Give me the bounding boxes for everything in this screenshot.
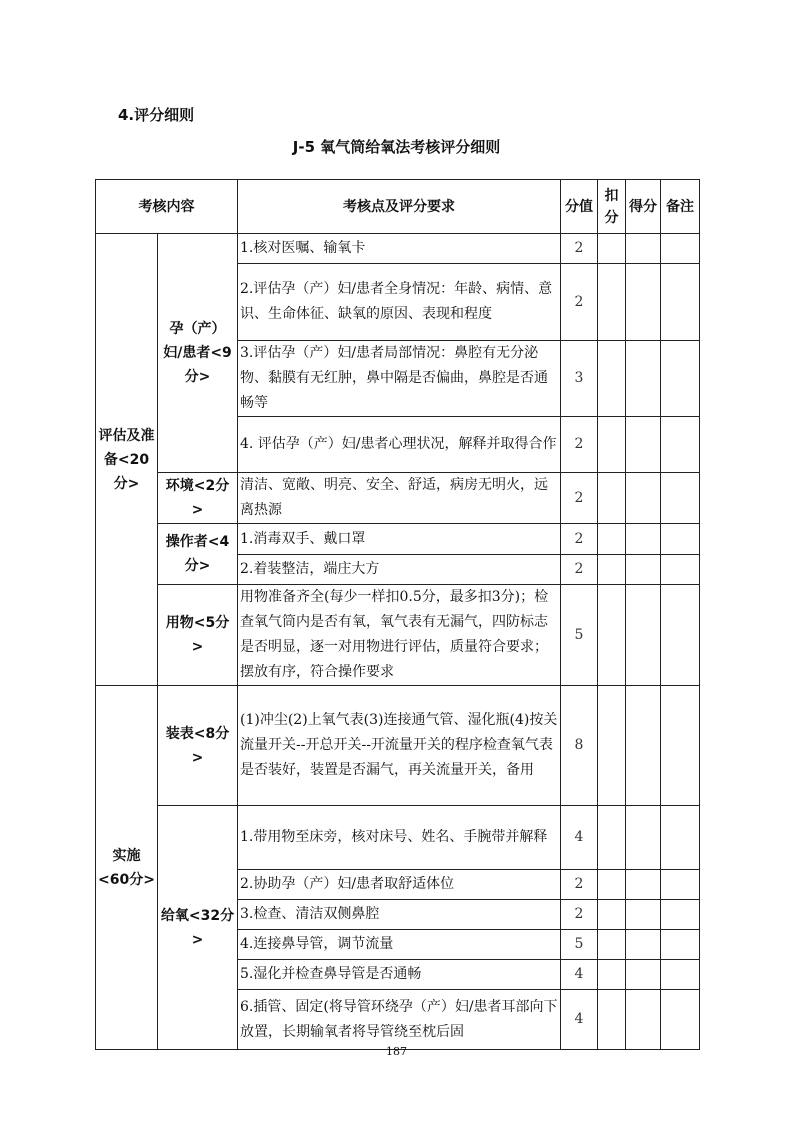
table-row bbox=[96, 585, 700, 686]
table-body bbox=[96, 234, 700, 1050]
value-cell: 5 bbox=[561, 930, 598, 960]
section-heading: 4.评分细则 bbox=[118, 106, 195, 124]
subgroup-cell: 环境<2分> bbox=[158, 473, 238, 524]
deduct-cell[interactable] bbox=[598, 417, 626, 473]
value-cell: 4 bbox=[561, 806, 598, 870]
header-content: 考核内容 bbox=[96, 180, 238, 234]
note-cell[interactable] bbox=[661, 900, 700, 930]
value-cell: 2 bbox=[561, 264, 598, 341]
score-cell[interactable] bbox=[626, 960, 661, 990]
note-cell[interactable] bbox=[661, 234, 700, 264]
note-cell[interactable] bbox=[661, 264, 700, 341]
note-cell[interactable] bbox=[661, 524, 700, 555]
score-cell[interactable] bbox=[626, 686, 661, 806]
deduct-cell[interactable] bbox=[598, 870, 626, 900]
deduct-cell[interactable] bbox=[598, 524, 626, 555]
table-row bbox=[96, 524, 700, 555]
score-cell[interactable] bbox=[626, 806, 661, 870]
value-cell: 3 bbox=[561, 341, 598, 417]
score-cell[interactable] bbox=[626, 264, 661, 341]
score-cell[interactable] bbox=[626, 473, 661, 524]
score-cell[interactable] bbox=[626, 870, 661, 900]
value-cell: 8 bbox=[561, 686, 598, 806]
criteria-cell: 清洁、宽敞、明亮、安全、舒适，病房无明火，远离热源 bbox=[238, 473, 561, 524]
criteria-cell: 5.湿化并检查鼻导管是否通畅 bbox=[238, 960, 561, 990]
value-cell: 4 bbox=[561, 960, 598, 990]
value-cell: 5 bbox=[561, 585, 598, 686]
value-cell: 2 bbox=[561, 870, 598, 900]
score-cell[interactable] bbox=[626, 900, 661, 930]
deduct-cell[interactable] bbox=[598, 960, 626, 990]
criteria-cell: 6.插管、固定(将导管环绕孕（产）妇/患者耳部向下放置，长期输氧者将导管绕至枕后固 bbox=[238, 990, 561, 1050]
value-cell: 2 bbox=[561, 900, 598, 930]
deduct-cell[interactable] bbox=[598, 473, 626, 524]
note-cell[interactable] bbox=[661, 960, 700, 990]
note-cell[interactable] bbox=[661, 686, 700, 806]
deduct-cell[interactable] bbox=[598, 900, 626, 930]
score-cell[interactable] bbox=[626, 585, 661, 686]
note-cell[interactable] bbox=[661, 585, 700, 686]
scoring-table bbox=[95, 179, 700, 1050]
subgroup-cell: 孕（产）妇/患者<9分> bbox=[158, 234, 238, 473]
value-cell: 2 bbox=[561, 417, 598, 473]
deduct-cell[interactable] bbox=[598, 990, 626, 1050]
subgroup-cell: 操作者<4分> bbox=[158, 524, 238, 585]
subgroup-cell: 用物<5分> bbox=[158, 585, 238, 686]
criteria-cell: 1.带用物至床旁，核对床号、姓名、手腕带并解释 bbox=[238, 806, 561, 870]
table-row bbox=[96, 806, 700, 870]
header-value: 分值 bbox=[561, 180, 598, 234]
criteria-cell: 2.评估孕（产）妇/患者全身情况：年龄、病情、意识、生命体征、缺氧的原因、表现和程度 bbox=[238, 264, 561, 341]
deduct-cell[interactable] bbox=[598, 234, 626, 264]
score-cell[interactable] bbox=[626, 417, 661, 473]
criteria-cell: 4.连接鼻导管，调节流量 bbox=[238, 930, 561, 960]
score-cell[interactable] bbox=[626, 524, 661, 555]
scoring-table-container bbox=[95, 179, 699, 1040]
header-score: 得分 bbox=[626, 180, 661, 234]
score-cell[interactable] bbox=[626, 234, 661, 264]
header-deduct: 扣分 bbox=[598, 180, 626, 234]
criteria-cell: 3.评估孕（产）妇/患者局部情况：鼻腔有无分泌物、黏膜有无红肿，鼻中隔是否偏曲，鼻腔是否通畅等 bbox=[238, 341, 561, 417]
criteria-cell: 2.着装整洁，端庄大方 bbox=[238, 555, 561, 585]
table-row bbox=[96, 234, 700, 264]
note-cell[interactable] bbox=[661, 870, 700, 900]
subgroup-cell: 给氧<32分> bbox=[158, 806, 238, 1050]
note-cell[interactable] bbox=[661, 473, 700, 524]
table-title: J-5 氧气筒给氧法考核评分细则 bbox=[292, 138, 501, 156]
header-note: 备注 bbox=[661, 180, 700, 234]
deduct-cell[interactable] bbox=[598, 686, 626, 806]
deduct-cell[interactable] bbox=[598, 806, 626, 870]
criteria-cell: 3.检查、清洁双侧鼻腔 bbox=[238, 900, 561, 930]
criteria-cell: 1.消毒双手、戴口罩 bbox=[238, 524, 561, 555]
deduct-cell[interactable] bbox=[598, 341, 626, 417]
criteria-cell: 1.核对医嘱、输氧卡 bbox=[238, 234, 561, 264]
value-cell: 4 bbox=[561, 990, 598, 1050]
value-cell: 2 bbox=[561, 234, 598, 264]
criteria-cell: 2.协助孕（产）妇/患者取舒适体位 bbox=[238, 870, 561, 900]
header-points: 考核点及评分要求 bbox=[238, 180, 561, 234]
table-row bbox=[96, 473, 700, 524]
page-number: 187 bbox=[386, 1045, 407, 1058]
score-cell[interactable] bbox=[626, 341, 661, 417]
note-cell[interactable] bbox=[661, 806, 700, 870]
value-cell: 2 bbox=[561, 555, 598, 585]
criteria-cell: 用物准备齐全(每少一样扣0.5分，最多扣3分)；检查氧气筒内是否有氧，氧气表有无漏气，四防标志是否明显，逐一对用物进行评估，质量符合要求；摆放有序，符合操作要求 bbox=[238, 585, 561, 686]
note-cell[interactable] bbox=[661, 555, 700, 585]
deduct-cell[interactable] bbox=[598, 930, 626, 960]
group-cell: 评估及准备<20分> bbox=[96, 234, 158, 686]
deduct-cell[interactable] bbox=[598, 585, 626, 686]
score-cell[interactable] bbox=[626, 990, 661, 1050]
header-row bbox=[96, 180, 700, 234]
note-cell[interactable] bbox=[661, 990, 700, 1050]
note-cell[interactable] bbox=[661, 341, 700, 417]
deduct-cell[interactable] bbox=[598, 555, 626, 585]
note-cell[interactable] bbox=[661, 417, 700, 473]
table-row bbox=[96, 686, 700, 806]
value-cell: 2 bbox=[561, 524, 598, 555]
score-cell[interactable] bbox=[626, 555, 661, 585]
subgroup-cell: 装表<8分> bbox=[158, 686, 238, 806]
score-cell[interactable] bbox=[626, 930, 661, 960]
note-cell[interactable] bbox=[661, 930, 700, 960]
value-cell: 2 bbox=[561, 473, 598, 524]
group-cell: 实施<60分> bbox=[96, 686, 158, 1050]
criteria-cell: 4. 评估孕（产）妇/患者心理状况，解释并取得合作 bbox=[238, 417, 561, 473]
criteria-cell: (1)冲尘(2)上氧气表(3)连接通气管、湿化瓶(4)按关流量开关--开总开关--开流量开关的程序检查氧气表是否装好，装置是否漏气，再关流量开关，备用 bbox=[238, 686, 561, 806]
deduct-cell[interactable] bbox=[598, 264, 626, 341]
